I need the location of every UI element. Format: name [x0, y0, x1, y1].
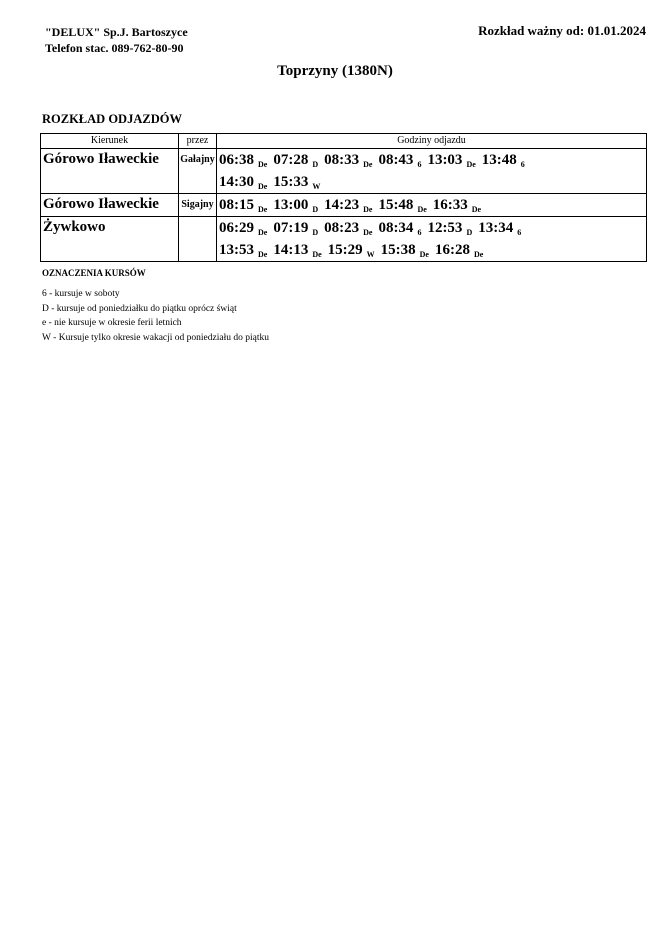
departure-time: 06:38: [219, 152, 254, 168]
departure-time: 14:13: [273, 242, 309, 258]
table-body: [41, 149, 647, 262]
stop-title: Toprzyny (1380N): [277, 63, 393, 79]
departure-time: 07:19: [273, 220, 309, 236]
departure-time: 13:34: [478, 220, 514, 236]
course-code: 6: [520, 160, 525, 169]
departure-time: 12:53: [427, 220, 463, 236]
legend-item: e - nie kursuje w okresie ferii letnich: [42, 318, 182, 328]
departure-time: 07:28: [273, 152, 309, 168]
departure-time: 16:28: [434, 242, 470, 258]
course-code: W: [312, 182, 321, 191]
valid-from: Rozkład ważny od: 01.01.2024: [478, 23, 646, 38]
departure-time: 08:23: [324, 220, 360, 236]
course-code: De: [312, 250, 322, 259]
via-cell: Sigajny: [179, 194, 217, 217]
times-line: [219, 217, 646, 239]
legend-item: D - kursuje od poniedziałku do piątku oprócz świąt: [42, 303, 237, 314]
departure: [219, 239, 267, 266]
via-cell: Gałajny: [179, 149, 217, 194]
table-row: [41, 194, 647, 217]
departure: [378, 149, 421, 176]
departure: [435, 239, 483, 266]
departure: [328, 239, 375, 266]
company-info: [45, 24, 188, 56]
departure-time: 08:33: [324, 152, 360, 168]
departure: [324, 149, 372, 176]
course-code: De: [471, 205, 482, 214]
times-cell: [217, 217, 647, 262]
course-code: W: [366, 250, 375, 259]
times-line: [219, 239, 646, 261]
direction-cell: Górowo Iławeckie: [41, 149, 179, 194]
departure-time: 13:00: [273, 197, 309, 213]
header-direction: Kierunek: [41, 134, 179, 149]
legend-title: OZNACZENIA KURSÓW: [42, 268, 146, 278]
departure-time: 06:29: [219, 220, 254, 236]
departure-time: 13:48: [481, 152, 517, 168]
course-code: De: [473, 250, 484, 259]
times-line: [219, 149, 646, 171]
departure: [482, 149, 525, 176]
via-cell: [179, 217, 217, 262]
course-code: De: [258, 228, 268, 237]
course-code: De: [363, 228, 373, 237]
departure: [427, 149, 475, 176]
table-row: [41, 149, 647, 194]
course-code: De: [258, 205, 268, 214]
departure-time: 08:15: [219, 197, 254, 213]
legend-item: 6 - kursuje w soboty: [42, 289, 120, 299]
departure-time: 16:33: [432, 197, 468, 213]
course-code: D: [312, 228, 319, 237]
legend: [42, 287, 269, 345]
course-code: De: [466, 160, 476, 169]
departure-time: 15:29: [327, 242, 363, 258]
course-code: De: [363, 160, 373, 169]
times-line: [219, 194, 646, 216]
course-code: De: [258, 160, 268, 169]
direction-cell: Górowo Iławeckie: [41, 194, 179, 217]
departure-time: 08:43: [378, 152, 414, 168]
header-via: przez: [179, 134, 217, 149]
course-code: De: [363, 205, 373, 214]
departure-time: 15:48: [378, 197, 414, 213]
times-cell: [217, 149, 647, 194]
course-code: D: [312, 205, 319, 214]
company-name: "DELUX" Sp.J. Bartoszyce: [45, 25, 188, 39]
departure-time: 13:03: [427, 152, 463, 168]
section-title: ROZKŁAD ODJAZDÓW: [42, 112, 182, 126]
departure-time: 14:30: [219, 174, 254, 190]
course-code: 6: [417, 228, 422, 237]
direction-cell: Żywkowo: [41, 217, 179, 262]
table-row: [41, 217, 647, 262]
departure-time: 08:34: [378, 220, 414, 236]
course-code: 6: [417, 160, 422, 169]
course-code: De: [258, 250, 268, 259]
departure-time: 14:23: [324, 197, 360, 213]
company-phone: Telefon stac. 089-762-80-90: [45, 41, 184, 55]
departure-time: 15:38: [380, 242, 416, 258]
table-header-row: [41, 134, 647, 149]
departure: [381, 239, 429, 266]
course-code: D: [466, 228, 473, 237]
times-cell: [217, 194, 647, 217]
header-times: Godziny odjazdu: [217, 134, 647, 149]
course-code: De: [417, 205, 427, 214]
departure-table: [40, 133, 647, 262]
departure: [273, 239, 321, 266]
legend-item: W - Kursuje tylko okresie wakacji od poniedziału do piątku: [42, 332, 269, 343]
departure-time: 15:33: [273, 174, 309, 190]
departure-time: 13:53: [219, 242, 254, 258]
course-code: 6: [517, 228, 522, 237]
course-code: D: [312, 160, 319, 169]
course-code: De: [419, 250, 429, 259]
course-code: De: [258, 182, 268, 191]
